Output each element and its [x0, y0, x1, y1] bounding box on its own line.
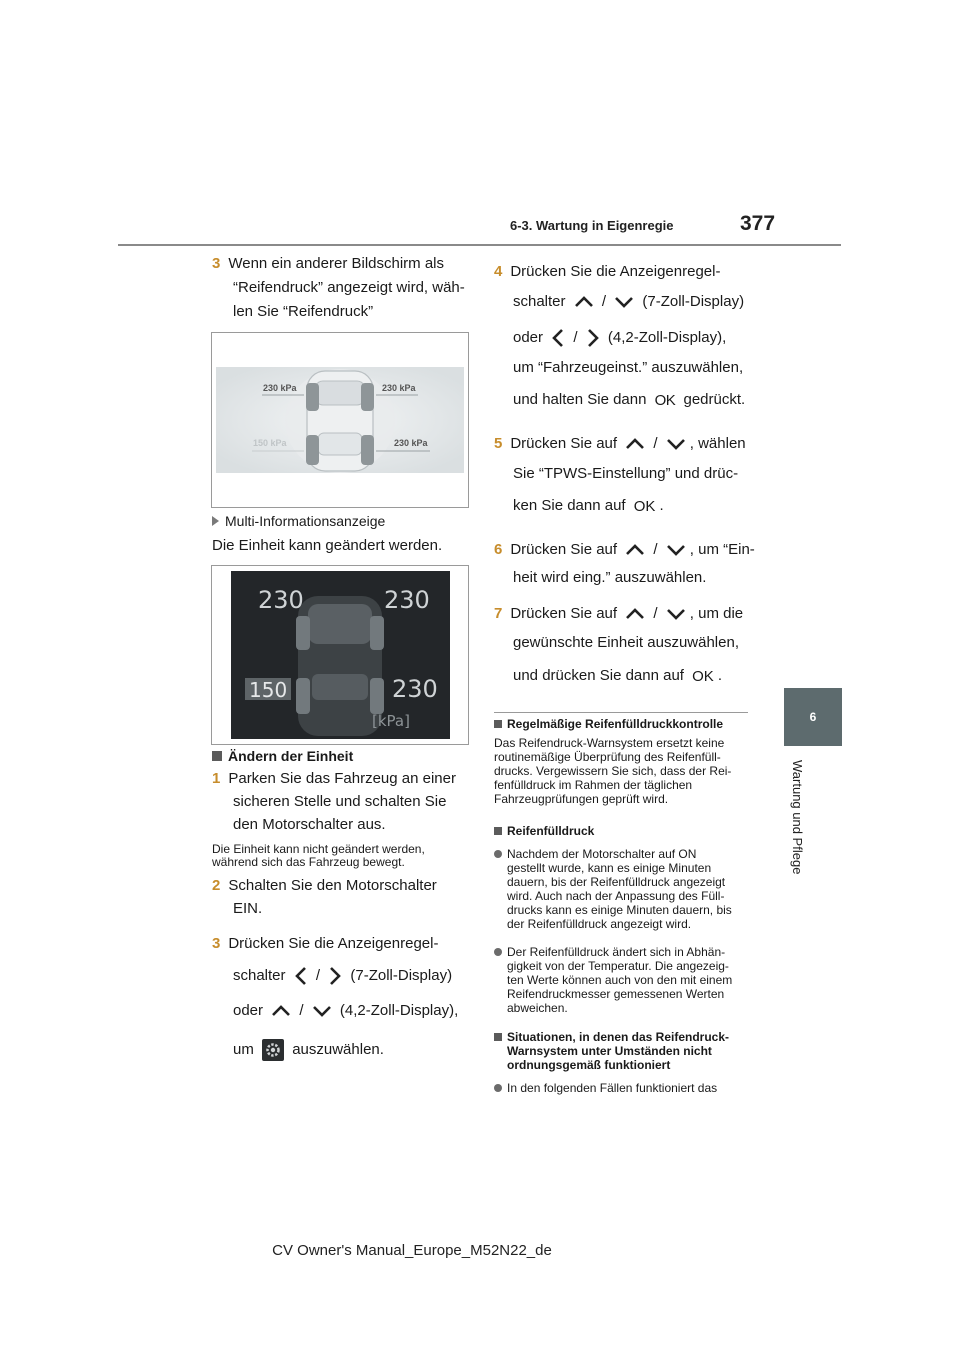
unit-note: Die Einheit kann geändert werden.: [212, 537, 443, 554]
bullet-line: wird. Auch nach der Anpassung des Füll-: [507, 889, 725, 903]
step-4-line5: [513, 392, 745, 408]
step-4-line3: [513, 328, 726, 348]
paragraph-line: Das Reifendruck-Warnsystem ersetzt keine: [494, 736, 725, 750]
slash: /: [315, 966, 321, 984]
step-number: 3: [212, 255, 221, 272]
step-4: [494, 264, 720, 279]
step-2-line2: EIN.: [233, 900, 263, 917]
step-text: .: [659, 497, 664, 514]
ok-button-icon: OK: [654, 391, 676, 409]
bullet-text: Nachdem der Motorschalter auf ON: [507, 847, 697, 861]
heading-text: Situationen, in denen das Reifendruck-: [507, 1030, 730, 1044]
step-number: 4: [494, 263, 503, 280]
step-text: , wählen: [689, 435, 746, 452]
car-illustration: [212, 333, 468, 507]
step-text: Drücken Sie auf: [510, 541, 618, 558]
step-3b-line4: [233, 1039, 384, 1061]
step-text: Drücken Sie die Anzeigenregel-: [228, 935, 439, 952]
step-text: (4,2-Zoll-Display),: [607, 328, 727, 346]
step-text: Drücken Sie auf: [510, 605, 618, 622]
step-text: schalter: [233, 966, 286, 984]
step-5-line3: [513, 498, 664, 514]
step-text: und drücken Sie dann auf: [513, 667, 684, 684]
step-text: um: [233, 1040, 254, 1058]
step-6-line2: heit wird eing.” auszuwählen.: [513, 569, 707, 586]
note-heading-1: [494, 717, 723, 731]
chevron-down-icon: [312, 1005, 332, 1017]
heading-text: Ändern der Einheit: [228, 748, 354, 764]
paragraph-line: routinemäßige Überprüfung des Reifenfüll-: [494, 750, 721, 764]
step-text: , um die: [689, 605, 744, 622]
bullet-line: gestellt wurde, kann es einige Minuten: [507, 861, 712, 875]
step-text: (7-Zoll-Display): [350, 966, 453, 984]
step-7: [494, 606, 743, 621]
unit-label: [kPa]: [372, 712, 410, 730]
step-number: 2: [212, 877, 221, 894]
step-5: [494, 436, 746, 451]
bullet-item: [494, 847, 696, 861]
tire-pressure-figure: [211, 332, 469, 508]
heading-square-icon: [494, 720, 502, 728]
bullet-line: gigkeit von der Temperatur. Die angezeig-: [507, 959, 729, 973]
step-3b-line3: [233, 1003, 458, 1018]
step-text: ken Sie dann auf: [513, 497, 626, 514]
step-7-line2: gewünschte Einheit auszuwählen,: [513, 634, 739, 651]
footer-manual-name: CV Owner's Manual_Europe_M52N22_de: [272, 1242, 552, 1259]
slash: /: [601, 293, 607, 310]
bullet-line: Reifendruckmesser gemessenen Werten: [507, 987, 725, 1001]
step-text: (4,2-Zoll-Display),: [339, 1002, 459, 1019]
gear-icon: [262, 1039, 284, 1061]
bullet-line: ten Werte können auch von den mit einem: [507, 973, 733, 987]
chevron-down-icon: [666, 544, 686, 556]
bullet-line: abweichen.: [507, 1001, 568, 1015]
step-text: Drücken Sie die Anzeigenregel-: [510, 263, 721, 280]
step-number: 1: [212, 770, 221, 787]
chevron-up-icon: [574, 296, 594, 308]
chevron-down-icon: [666, 438, 686, 450]
ok-button-icon: OK: [692, 667, 714, 685]
slash: /: [573, 328, 578, 346]
page-number: 377: [740, 212, 776, 235]
step-3a-line3: len Sie “Reifendruck”: [233, 303, 374, 320]
chevron-left-icon: [551, 328, 565, 348]
note-line1: Die Einheit kann nicht geändert werden,: [212, 842, 425, 856]
caption-text: Multi-Informationsanzeige: [225, 513, 386, 529]
section-heading: [212, 748, 353, 764]
chapter-label: Wartung und Pflege: [790, 760, 805, 875]
chevron-down-icon: [666, 608, 686, 620]
note-heading-2: [494, 824, 594, 838]
step-text: auszuwählen.: [292, 1040, 384, 1058]
bullet-text: Der Reifenfülldruck ändert sich in Abhän-: [507, 945, 726, 959]
note-heading-3: [494, 1030, 729, 1044]
step-1-line2: sicheren Stelle und schalten Sie: [233, 793, 447, 810]
paragraph-line: Fahrzeugprüfungen geprüft wird.: [494, 792, 669, 806]
chevron-left-icon: [294, 966, 308, 986]
slash: /: [653, 541, 658, 558]
chevron-right-icon: [328, 966, 342, 986]
bullet-text: In den folgenden Fällen funktioniert das: [507, 1081, 718, 1095]
paragraph-line: fenfülldruck im Rahmen der täglichen: [494, 778, 693, 792]
step-text: Wenn ein anderer Bildschirm als: [228, 255, 444, 272]
step-text: Drücken Sie auf: [510, 435, 618, 452]
heading-line: ordnungsgemäß funktioniert: [507, 1058, 671, 1072]
step-number: 6: [494, 541, 503, 558]
footer: [0, 1242, 960, 1259]
front-right-pressure: 230 kPa: [382, 383, 416, 393]
slash: /: [653, 435, 658, 452]
heading-square-icon: [212, 751, 222, 761]
section-title: 6-3. Wartung in Eigenregie: [510, 218, 674, 233]
step-text: (7-Zoll-Display): [642, 293, 745, 310]
step-4-line4: um “Fahrzeugeinst.” auszuwählen,: [513, 359, 744, 376]
section-divider: [494, 712, 748, 713]
step-3a-line2: “Reifendruck” angezeigt wird, wäh-: [233, 279, 465, 296]
heading-square-icon: [494, 827, 502, 835]
step-number: 5: [494, 435, 503, 452]
chevron-up-icon: [271, 1005, 291, 1017]
front-left-pressure: 230 kPa: [263, 383, 297, 393]
step-7-line3: [513, 668, 722, 684]
bullet-item: [494, 1081, 717, 1095]
step-number: 7: [494, 605, 503, 622]
heading-square-icon: [494, 1033, 502, 1041]
front-left-value: 230: [258, 586, 304, 614]
step-3b: [212, 936, 438, 951]
bullet-dot-icon: [494, 850, 502, 858]
step-1: [212, 771, 456, 786]
step-text: gedrückt.: [683, 391, 746, 408]
slash: /: [653, 605, 658, 622]
heading-text: Reifenfülldruck: [507, 824, 595, 838]
bullet-dot-icon: [494, 1084, 502, 1092]
front-right-value: 230: [384, 586, 430, 614]
step-2: [212, 878, 437, 893]
chevron-up-icon: [625, 438, 645, 450]
chapter-tab: 6: [784, 688, 842, 746]
rear-left-value: 150: [249, 678, 288, 702]
step-5-line2: Sie “TPWS-Einstellung” und drüc-: [513, 465, 739, 482]
bullet-line: der Reifenfülldruck angezeigt wird.: [507, 917, 692, 931]
step-text: .: [717, 667, 722, 684]
caption-arrow-icon: [212, 516, 219, 526]
ok-button-icon: OK: [633, 497, 656, 515]
chevron-down-icon: [614, 296, 634, 308]
note-line2: während sich das Fahrzeug bewegt.: [212, 855, 405, 869]
step-text: , um “Ein-: [689, 541, 755, 558]
step-text: schalter: [513, 293, 566, 310]
bullet-line: dauern, bis der Reifenfülldruck angezeigt: [507, 875, 726, 889]
slash: /: [299, 1002, 304, 1019]
bullet-item: [494, 945, 725, 959]
step-3a: [212, 256, 444, 271]
chevron-up-icon: [625, 544, 645, 556]
bullet-dot-icon: [494, 948, 502, 956]
display-illustration: [212, 566, 468, 744]
step-4-line2: [513, 294, 744, 309]
step-text: oder: [233, 1002, 264, 1019]
step-6: [494, 542, 755, 557]
rear-left-pressure: 150 kPa: [253, 438, 287, 448]
step-text: und halten Sie dann: [513, 391, 647, 408]
figure-caption: [212, 514, 385, 528]
bullet-line: drucks kann es einige Minuten dauern, bis: [507, 903, 732, 917]
step-1-line3: den Motorschalter aus.: [233, 816, 386, 833]
step-text: Schalten Sie den Motorschalter: [228, 877, 437, 894]
multi-info-display-figure: [211, 565, 469, 745]
step-number: 3: [212, 935, 221, 952]
paragraph-line: drucks. Vergewissern Sie sich, dass der Rei-: [494, 764, 732, 778]
step-3b-line2: [233, 966, 452, 986]
chevron-up-icon: [625, 608, 645, 620]
step-text: oder: [513, 328, 544, 346]
heading-text: Regelmäßige Reifenfülldruckkontrolle: [507, 717, 724, 731]
header-rule: [118, 244, 841, 246]
chevron-right-icon: [586, 328, 600, 348]
heading-line: Warnsystem unter Umständen nicht: [507, 1044, 712, 1058]
rear-right-pressure: 230 kPa: [394, 438, 428, 448]
rear-right-value: 230: [392, 675, 438, 703]
step-text: Parken Sie das Fahrzeug an einer: [228, 770, 456, 787]
